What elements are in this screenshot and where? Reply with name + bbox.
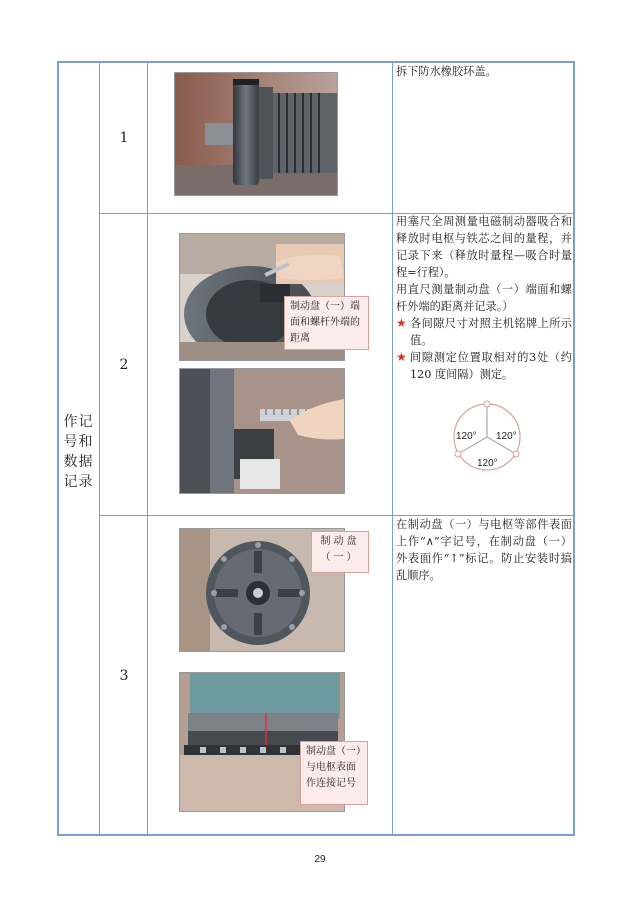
step2-line-2: 用直尺测量制动盘（一）端面和螺杆外端的距离并记录。） [396, 283, 572, 313]
angle-label: 120° [496, 431, 517, 442]
motor-side-image [175, 73, 337, 195]
star-icon: ★ [396, 316, 407, 330]
step3-description: 在制动盘（一）与电枢等部件表面上作“∧”字记号，在制动盘（一）外表面作“↑”标记。防止安装时搞乱顺序。 [396, 518, 572, 582]
column-divider [392, 61, 393, 836]
bullet-text: 间隙测定位置取相对的3处（约 120 度间隔）测定。 [410, 351, 572, 381]
step-number: 1 [119, 130, 129, 146]
step-number: 3 [119, 668, 129, 684]
bullet-text: 各间隙尺寸对照主机铭牌上所示值。 [410, 317, 572, 347]
column-divider [147, 61, 148, 836]
step2-callout: 制动盘（一）端面和螺杆外端的距离 [284, 296, 369, 350]
angle-label: 120° [477, 458, 498, 469]
star-icon: ★ [396, 350, 407, 364]
step-number: 2 [119, 357, 129, 373]
step2-line-1: 用塞尺全周测量电磁制动器吸合和释放时电枢与铁芯之间的量程，并记录下来（释放时量程—吸合时量程=行程）。 [396, 215, 572, 279]
page-number: 29 [314, 854, 326, 865]
angle-label: 120° [456, 431, 477, 442]
step1-photo [174, 72, 338, 196]
step3-callout-bottom: 制动盘（一）与电枢表面作连接记号 [300, 741, 368, 805]
step2-bullet [396, 349, 572, 383]
ruler-measure-image [180, 369, 344, 493]
step2-photo-bottom [179, 368, 345, 494]
angle-diagram [447, 398, 527, 476]
step2-bullet [396, 315, 572, 349]
step2-description [396, 213, 572, 383]
column-divider [99, 61, 100, 836]
step1-description: 拆下防水橡胶环盖。 [396, 65, 497, 78]
step3-callout-top: 制动盘（一） [311, 531, 369, 573]
section-label: 作记号和数据记录 [63, 414, 94, 490]
